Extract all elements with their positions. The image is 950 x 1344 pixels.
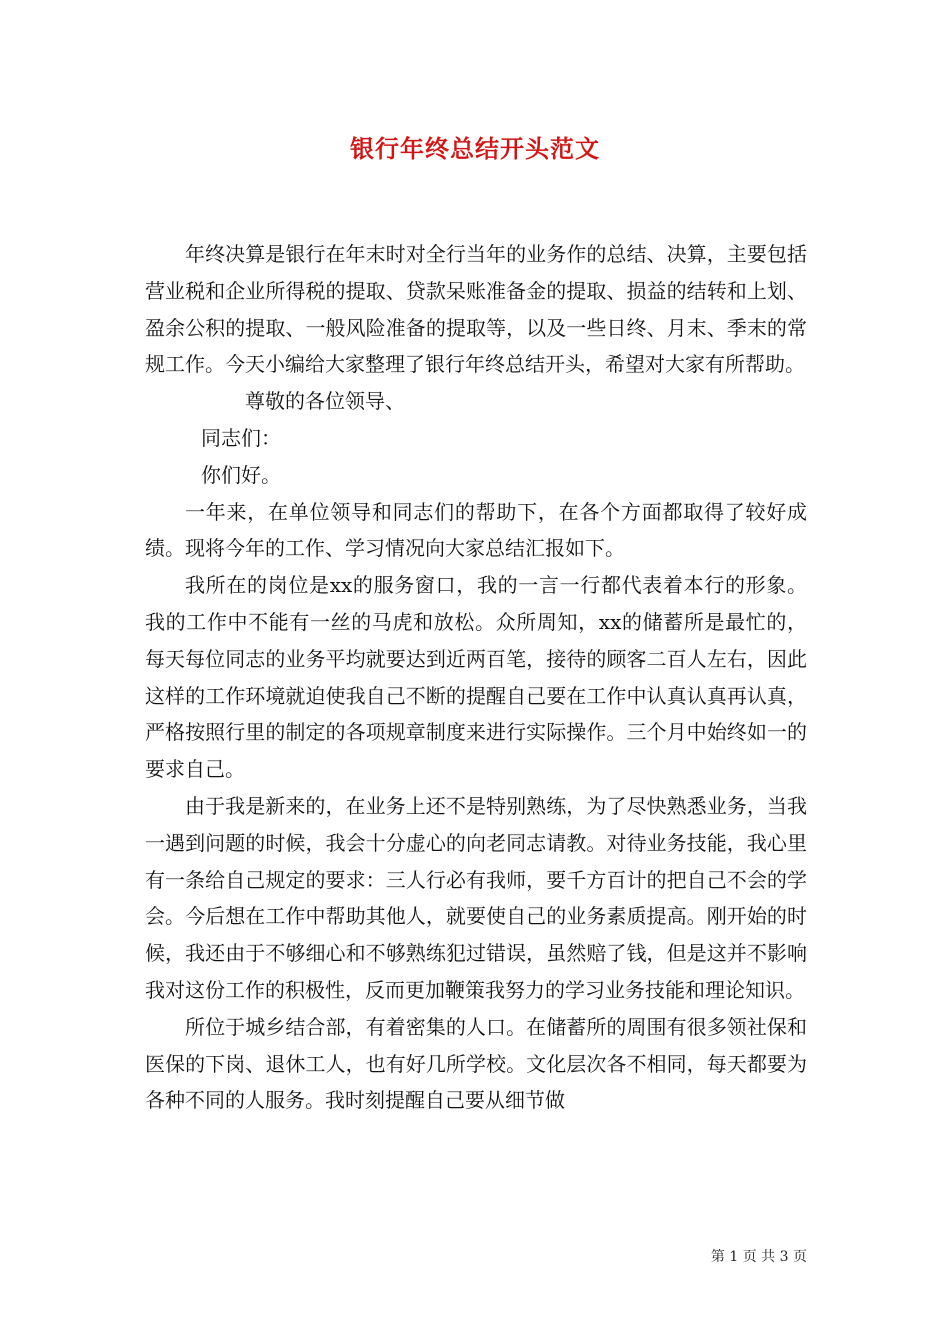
greeting-line: 你们好。: [201, 462, 281, 487]
body-paragraph: 由于我是新来的，在业务上还不是特别熟练，为了尽快熟悉业务，当我一遇到问题的时候，我会十分虚心的向老同志请教。对待业务技能，我心里有一条给自己规定的要求：三人行必有我师，要千方百计的把自己不会的学会。今后想在工作中帮助其他人，就要使自己的业务素质提高。刚开始的时候，我还由于不够细心和不够熟练犯过错误，虽然赔了钱，但是这并不影响我对这份工作的积极性，反而更加鞭策我努力的学习业务技能和理论知识。: [145, 793, 807, 1002]
body-paragraph: 所位于城乡结合部，有着密集的人口。在储蓄所的周围有很多领社保和医保的下岗、退休工人，也有好几所学校。文化层次各不相同，每天都要为各种不同的人服务。我时刻提醒自己要从细节做: [145, 1014, 807, 1113]
intro-paragraph: 年终决算是银行在年末时对全行当年的业务作的总结、决算，主要包括营业税和企业所得税的提取、贷款呆账准备金的提取、损益的结转和上划、盈余公积的提取、一般风险准备的提取等，以及一些日终、月末、季末的常规工作。今天小编给大家整理了银行年终总结开头，希望对大家有所帮助。: [145, 242, 807, 377]
document-body: [145, 236, 807, 1119]
salutation-line: 尊敬的各位领导、: [245, 389, 405, 414]
salutation-colleagues: 同志们：: [201, 425, 281, 450]
body-paragraph: 我所在的岗位是xx的服务窗口，我的一言一行都代表着本行的形象。我的工作中不能有一丝的马虎和放松。众所周知，xx的储蓄所是最忙的，每天每位同志的业务平均就要达到近两百笔，接待的顾客二百人左右，因此这样的工作环境就迫使我自己不断的提醒自己要在工作中认真认真再认真，严格按照行里的制定的各项规章制度来进行实际操作。三个月中始终如一的要求自己。: [145, 573, 807, 782]
body-paragraph: 一年来，在单位领导和同志们的帮助下，在各个方面都取得了较好成绩。现将今年的工作、学习情况向大家总结汇报如下。: [145, 499, 807, 561]
page-number-footer: 第 1 页 共 3 页: [710, 1249, 807, 1265]
document-title: 银行年终总结开头范文: [350, 134, 600, 163]
